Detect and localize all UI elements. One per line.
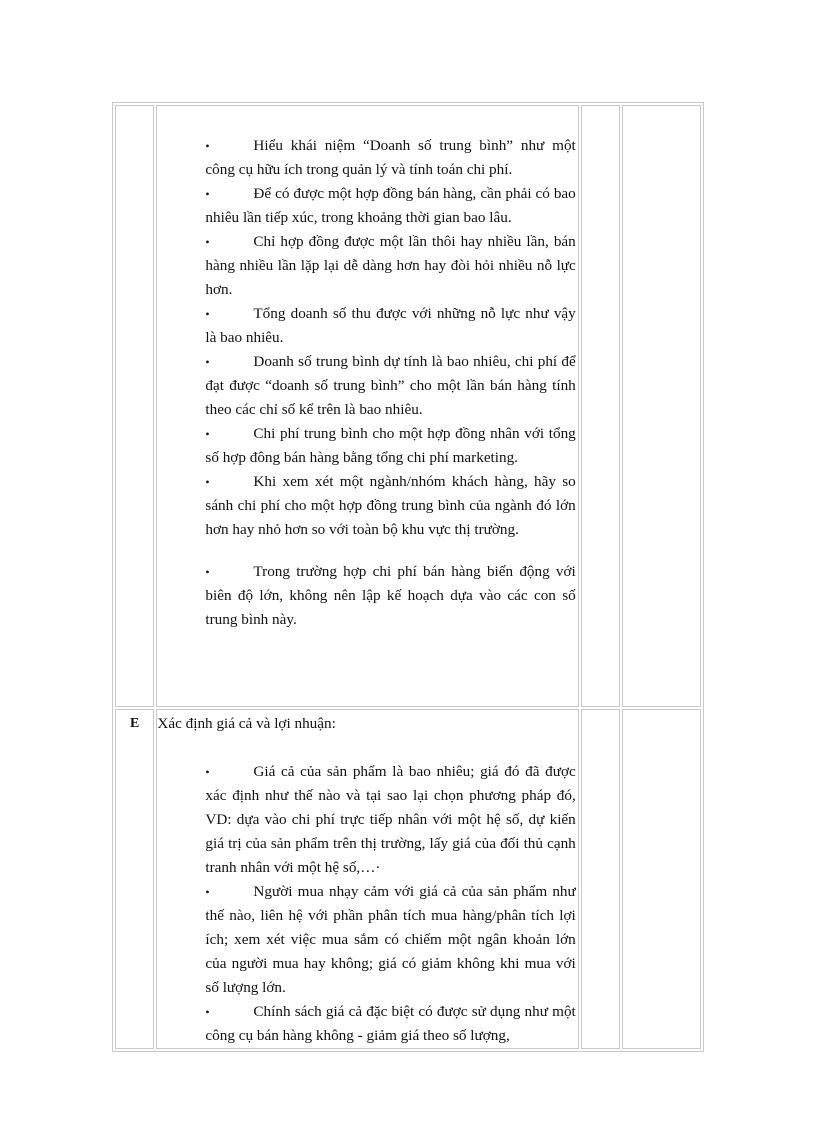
spacer — [205, 542, 575, 560]
list-item: • Người mua nhạy cảm với giá cả của sản phẩm như thế nào, liên hệ với phần phân tích mua hàng/phân tích lợi ích; xem xét việc mua sắm có chiếm một ngân khoản lớn của người mua hay không; giá có giảm không khi mua với số lượng lớn. — [205, 880, 575, 1000]
content-cell — [156, 105, 578, 707]
content-cell — [156, 709, 578, 1049]
bullet-icon: • — [205, 307, 210, 321]
list-item: • Tổng doanh số thu được với những nỗ lực như vậy là bao nhiêu. — [205, 302, 575, 350]
bullet-icon: • — [205, 765, 210, 779]
table-row — [115, 105, 701, 707]
list-item: • Chỉ hợp đồng được một lần thôi hay nhiều lần, bán hàng nhiều lần lặp lại dễ dàng hơn hay đòi hỏi nhiều nỗ lực hơn. — [205, 230, 575, 302]
row-id: E — [130, 716, 140, 731]
list-item: • Khi xem xét một ngành/nhóm khách hàng, hãy so sánh chi phí cho một hợp đồng trung bình của ngành đó lớn hơn hay nhỏ hơn so với toàn bộ khu vực thị trường. — [205, 470, 575, 542]
list-item: • Doanh số trung bình dự tính là bao nhiêu, chi phí để đạt được “doanh số trung bình” cho một lần bán hàng tính theo các chỉ số kể trên là bao nhiêu. — [205, 350, 575, 422]
bullet-icon: • — [205, 427, 210, 441]
bullet-icon: • — [205, 235, 210, 249]
list-item: • Chính sách giá cả đặc biệt có được sử dụng như một công cụ bán hàng không - giảm giá theo số lượng, — [205, 1000, 575, 1048]
bullet-icon: • — [205, 1005, 210, 1019]
bullet-icon: • — [205, 187, 210, 201]
list-item: • Chi phí trung bình cho một hợp đồng nhân với tổng số hợp đông bán hàng bằng tổng chi phí marketing. — [205, 422, 575, 470]
spacer — [205, 736, 575, 760]
section-heading: Xác định giá cả và lợi nhuận: — [157, 715, 336, 732]
bullet-icon: • — [205, 885, 210, 899]
bullet-icon: • — [205, 475, 210, 489]
row-id-cell — [115, 709, 154, 1049]
empty-cell — [622, 709, 701, 1049]
empty-cell — [581, 709, 620, 1049]
list-item: • Hiểu khái niệm “Doanh số trung bình” như một công cụ hữu ích trong quản lý và tính toán chi phí. — [205, 134, 575, 182]
document-table — [112, 102, 704, 1052]
empty-cell — [581, 105, 620, 707]
table-row — [115, 709, 701, 1049]
bullet-icon: • — [205, 139, 210, 153]
row-id — [116, 106, 153, 108]
bullet-icon: • — [205, 565, 210, 579]
list-item: • Để có được một hợp đồng bán hàng, cần phải có bao nhiêu lần tiếp xúc, trong khoảng thời gian bao lâu. — [205, 182, 575, 230]
bullet-icon: • — [205, 355, 210, 369]
empty-cell — [622, 105, 701, 707]
list-item: • Trong trường hợp chi phí bán hàng biến động với biên độ lớn, không nên lập kế hoạch dựa vào các con số trung bình này. — [205, 560, 575, 632]
list-item: • Giá cả của sản phẩm là bao nhiêu; giá đó đã được xác định như thế nào và tại sao lại chọn phương pháp đó, VD: dựa vào chi phí trực tiếp nhân với một hệ số, dự kiến giá trị của sản phẩm trên thị trường, lấy giá của đối thủ cạnh tranh nhân với một hệ số,…· — [205, 760, 575, 880]
row-id-cell — [115, 105, 154, 707]
